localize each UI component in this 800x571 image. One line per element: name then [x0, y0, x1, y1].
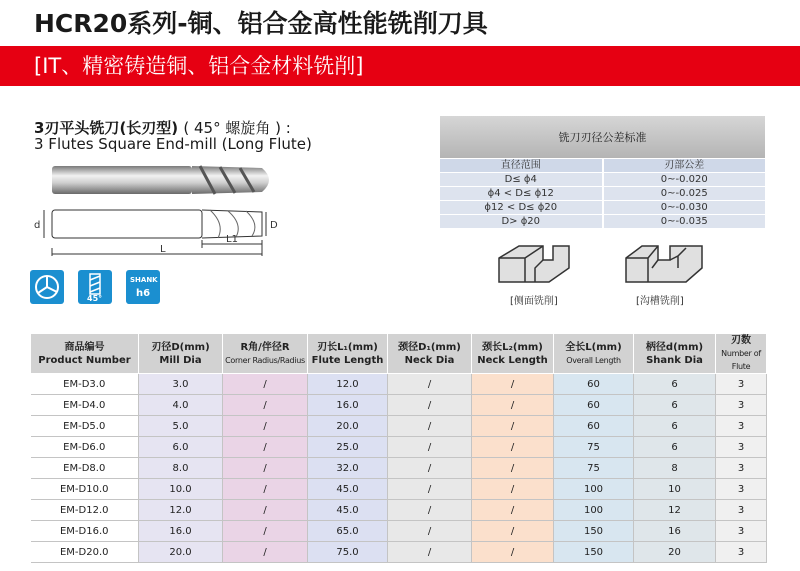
shank-tolerance: h6: [136, 288, 151, 299]
shank-label: SHANK: [130, 276, 158, 284]
cell-product-number: EM-D5.0: [31, 416, 139, 437]
header-flute-length: 刃长L₁(mm) Flute Length: [308, 334, 388, 374]
cell-flute-count: 3: [716, 479, 767, 500]
tolerance-value: 0~-0.020: [604, 173, 766, 186]
tool-drawing: [30, 158, 300, 266]
cell-overall-length: 100: [554, 479, 634, 500]
cell-overall-length: 75: [554, 437, 634, 458]
cell-overall-length: 75: [554, 458, 634, 479]
cell-flute-length: 16.0: [308, 395, 388, 416]
cell-neck-length: /: [472, 458, 554, 479]
groove-milling-sketch: [622, 238, 706, 288]
cell-overall-length: 150: [554, 521, 634, 542]
header-neck-length: 颈长L₂(mm) Neck Length: [472, 334, 554, 374]
cell-neck-dia: /: [388, 521, 472, 542]
product-table: [30, 333, 767, 563]
cell-shank-dia: 20: [634, 542, 716, 563]
helix-angle-icon: [78, 270, 112, 304]
header-corner-radius: R角/伴径R Corner Radius/Radius: [223, 334, 308, 374]
cell-shank-dia: 6: [634, 395, 716, 416]
tolerance-row: [440, 187, 765, 200]
cell-neck-dia: /: [388, 395, 472, 416]
cell-neck-length: /: [472, 437, 554, 458]
tolerance-value: 0~-0.030: [604, 201, 766, 214]
cell-shank-dia: 16: [634, 521, 716, 542]
header-shank-dia: 柄径d(mm) Shank Dia: [634, 334, 716, 374]
tolerance-value: 0~-0.025: [604, 187, 766, 200]
cell-shank-dia: 6: [634, 374, 716, 395]
cell-corner-radius: /: [223, 521, 308, 542]
cell-corner-radius: /: [223, 479, 308, 500]
tolerance-range: ϕ4 < D≤ ϕ12: [440, 187, 602, 200]
tolerance-row: [440, 201, 765, 214]
cell-corner-radius: /: [223, 458, 308, 479]
tolerance-title: 铣刀刃径公差标准: [440, 116, 765, 158]
cell-corner-radius: /: [223, 416, 308, 437]
table-row: [31, 437, 767, 458]
product-subtitle-en: 3 Flutes Square End-mill (Long Flute): [34, 135, 312, 153]
tolerance-col-tol: 刃部公差: [604, 159, 766, 172]
subtitle-cn-helix: ( 45° 螺旋角 ) :: [183, 119, 291, 137]
cell-flute-length: 75.0: [308, 542, 388, 563]
cell-corner-radius: /: [223, 437, 308, 458]
cell-overall-length: 60: [554, 395, 634, 416]
cell-neck-dia: /: [388, 374, 472, 395]
cell-product-number: EM-D3.0: [31, 374, 139, 395]
cell-neck-dia: /: [388, 500, 472, 521]
table-row: [31, 416, 767, 437]
cell-mill-dia: 16.0: [139, 521, 223, 542]
table-header-row: [31, 334, 767, 374]
cell-shank-dia: 12: [634, 500, 716, 521]
table-row: [31, 542, 767, 563]
tolerance-row: [440, 215, 765, 228]
label-d: d: [34, 220, 41, 231]
cell-flute-length: 65.0: [308, 521, 388, 542]
table-row: [31, 374, 767, 395]
cell-mill-dia: 3.0: [139, 374, 223, 395]
label-D: D: [270, 220, 278, 231]
tolerance-range: D> ϕ20: [440, 215, 602, 228]
banner-text: [IT、精密铸造铜、铝合金材料铣削]: [34, 54, 364, 78]
header-overall-length: 全长L(mm) Overall Length: [554, 334, 634, 374]
side-milling-label: [侧面铣削]: [510, 296, 558, 307]
cell-overall-length: 100: [554, 500, 634, 521]
end-mill-line-drawing: [44, 210, 266, 256]
cell-flute-count: 3: [716, 500, 767, 521]
cell-neck-dia: /: [388, 542, 472, 563]
cell-flute-length: 45.0: [308, 479, 388, 500]
groove-milling-label: [沟槽铣削]: [636, 296, 684, 307]
table-row: [31, 395, 767, 416]
cell-flute-count: 3: [716, 542, 767, 563]
label-L: L: [160, 244, 166, 255]
header-mill-dia: 刃径D(mm) Mill Dia: [139, 334, 223, 374]
cell-neck-length: /: [472, 521, 554, 542]
cell-shank-dia: 6: [634, 416, 716, 437]
shank-icon: [126, 270, 160, 304]
cell-overall-length: 60: [554, 416, 634, 437]
cell-product-number: EM-D8.0: [31, 458, 139, 479]
tolerance-value: 0~-0.035: [604, 215, 766, 228]
subtitle-cn-bold: 3刃平头铣刀(长刃型): [34, 119, 179, 137]
tolerance-row: [440, 173, 765, 186]
table-row: [31, 500, 767, 521]
cell-mill-dia: 8.0: [139, 458, 223, 479]
cell-flute-count: 3: [716, 416, 767, 437]
header-flutes: 刃数 Number of Flute: [716, 334, 767, 374]
cell-neck-dia: /: [388, 416, 472, 437]
cell-flute-count: 3: [716, 374, 767, 395]
cell-product-number: EM-D12.0: [31, 500, 139, 521]
cell-mill-dia: 12.0: [139, 500, 223, 521]
cell-neck-length: /: [472, 374, 554, 395]
cell-shank-dia: 10: [634, 479, 716, 500]
cell-neck-dia: /: [388, 437, 472, 458]
cell-corner-radius: /: [223, 374, 308, 395]
cell-flute-length: 32.0: [308, 458, 388, 479]
cell-corner-radius: /: [223, 542, 308, 563]
cell-neck-length: /: [472, 542, 554, 563]
cell-mill-dia: 20.0: [139, 542, 223, 563]
cell-mill-dia: 5.0: [139, 416, 223, 437]
cell-flute-length: 20.0: [308, 416, 388, 437]
table-row: [31, 458, 767, 479]
label-L1: L1: [226, 234, 238, 245]
cell-flute-length: 25.0: [308, 437, 388, 458]
cell-neck-length: /: [472, 479, 554, 500]
cell-overall-length: 60: [554, 374, 634, 395]
cell-neck-length: /: [472, 500, 554, 521]
cell-product-number: EM-D10.0: [31, 479, 139, 500]
helix-angle-label: 45°: [87, 294, 103, 303]
cell-flute-length: 45.0: [308, 500, 388, 521]
cell-mill-dia: 10.0: [139, 479, 223, 500]
cell-flute-length: 12.0: [308, 374, 388, 395]
side-milling-sketch: [495, 238, 575, 288]
cell-shank-dia: 6: [634, 437, 716, 458]
cell-neck-length: /: [472, 416, 554, 437]
tolerance-table: [440, 116, 765, 228]
cell-neck-dia: /: [388, 479, 472, 500]
table-row: [31, 521, 767, 542]
cell-neck-length: /: [472, 395, 554, 416]
cell-shank-dia: 8: [634, 458, 716, 479]
cell-flute-count: 3: [716, 458, 767, 479]
cell-corner-radius: /: [223, 500, 308, 521]
header-neck-dia: 颈径D₁(mm) Neck Dia: [388, 334, 472, 374]
end-mill-photo: [52, 166, 269, 194]
cell-neck-dia: /: [388, 458, 472, 479]
cell-corner-radius: /: [223, 395, 308, 416]
cell-product-number: EM-D16.0: [31, 521, 139, 542]
cell-flute-count: 3: [716, 395, 767, 416]
tolerance-range: D≤ ϕ4: [440, 173, 602, 186]
category-banner: [0, 46, 800, 86]
tolerance-header-row: [440, 159, 765, 172]
cell-mill-dia: 6.0: [139, 437, 223, 458]
cell-mill-dia: 4.0: [139, 395, 223, 416]
tolerance-range: ϕ12 < D≤ ϕ20: [440, 201, 602, 214]
tolerance-col-range: 直径范围: [440, 159, 602, 172]
cell-product-number: EM-D4.0: [31, 395, 139, 416]
cell-flute-count: 3: [716, 437, 767, 458]
page-title: HCR20系列-铜、铝合金高性能铣削刀具: [34, 9, 488, 38]
cell-overall-length: 150: [554, 542, 634, 563]
cell-flute-count: 3: [716, 521, 767, 542]
cell-product-number: EM-D6.0: [31, 437, 139, 458]
cell-product-number: EM-D20.0: [31, 542, 139, 563]
header-product-number: 商品编号 Product Number: [31, 334, 139, 374]
table-row: [31, 479, 767, 500]
material-icon: [30, 270, 64, 304]
